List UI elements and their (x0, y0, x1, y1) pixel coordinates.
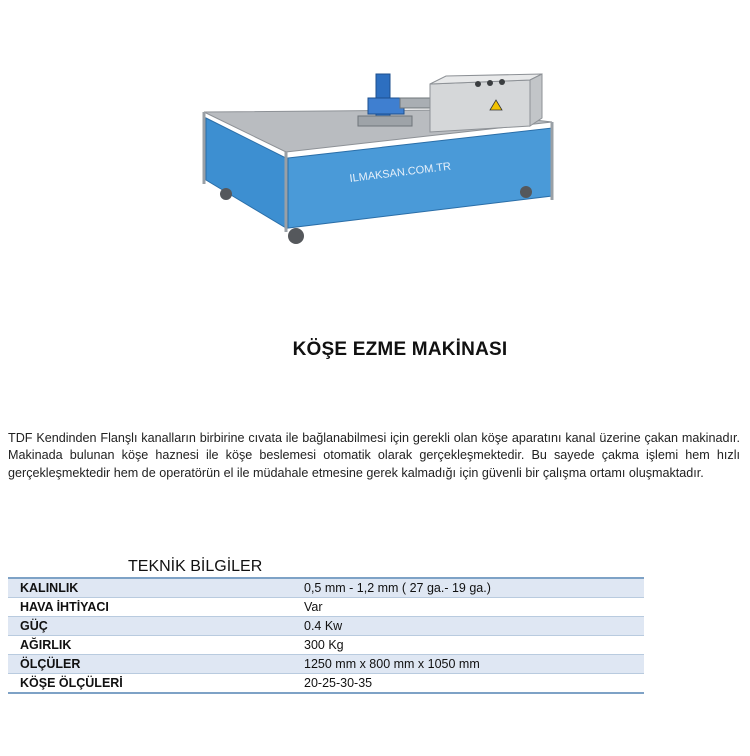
spec-label: AĞIRLIK (8, 636, 292, 655)
table-row (8, 617, 644, 636)
product-description: TDF Kendinden Flanşlı kanalların birbirine cıvata ile bağlanabilmesi için gerekli olan köşe aparatını kanal üzerine çakan makinadır. Makinada bulunan köşe haznesi ile köşe beslemesi otomatik olarak gerçekleşmektedir. Bu sayede çakma işlemi hem hızlı gerçekleşmektedir hem de operatörün el ile müdahale etmesine gerek kalmadığı için güvenli bir çalışma ortamı oluşmaktadır. (8, 431, 740, 480)
specs-header: TEKNİK BİLGİLER (8, 550, 644, 578)
spec-label: KÖŞE ÖLÇÜLERİ (8, 674, 292, 694)
table-row (8, 655, 644, 674)
watermark-text: ILMAKSAN.COM.TR (348, 160, 452, 185)
table-row (8, 674, 644, 694)
table-row (8, 636, 644, 655)
spec-label: KALINLIK (8, 578, 292, 598)
spec-value: 0.4 Kw (292, 617, 644, 636)
spec-value: Var (292, 598, 644, 617)
specs-header-row (8, 550, 644, 578)
product-image-machine (190, 60, 570, 250)
table-row (8, 598, 644, 617)
spec-value: 20-25-30-35 (292, 674, 644, 694)
table-row (8, 578, 644, 598)
spec-label: HAVA İHTİYACI (8, 598, 292, 617)
spec-value: 1250 mm x 800 mm x 1050 mm (292, 655, 644, 674)
technical-specs-table (8, 550, 644, 694)
spec-value: 300 Kg (292, 636, 644, 655)
page-title: KÖŞE EZME MAKİNASI (292, 339, 508, 360)
spec-value: 0,5 mm - 1,2 mm ( 27 ga.- 19 ga.) (292, 578, 644, 598)
spec-label: GÜÇ (8, 617, 292, 636)
spec-label: ÖLÇÜLER (8, 655, 292, 674)
